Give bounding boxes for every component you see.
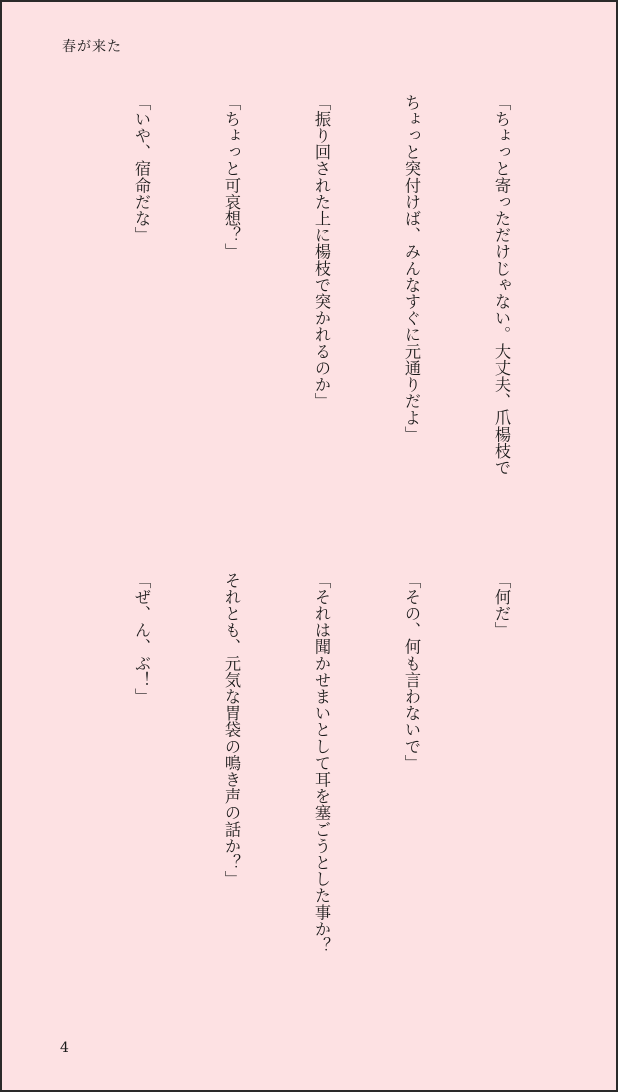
text-line: ちょっと突付けば、みんなすぐに元通りだよ」 bbox=[402, 94, 421, 443]
lower-text-block bbox=[46, 572, 576, 1012]
text-line: 「振り回された上に楊枝で突かれるのか」 bbox=[312, 94, 331, 410]
text-line: 「何だ」 bbox=[492, 572, 511, 639]
text-line: 「ちょっと可哀想？」 bbox=[222, 94, 241, 260]
text-line: それとも、元気な胃袋の鳴き声の話か？」 bbox=[222, 572, 241, 888]
text-line: 「いや、宿命だな」 bbox=[132, 94, 151, 244]
paragraph-gap bbox=[36, 94, 66, 534]
text-line: 「それは聞かせまいとして耳を塞ごうとした事か？ bbox=[312, 572, 331, 954]
page-number: 4 bbox=[60, 1040, 69, 1056]
text-line: 「ぜ、ん、ぶ！」 bbox=[132, 572, 151, 705]
text-line: 「ちょっと寄っただけじゃない。大丈夫、爪楊枝で bbox=[492, 94, 511, 476]
text-line: 「その、何も言わないで」 bbox=[402, 572, 421, 772]
paragraph-gap bbox=[36, 572, 66, 1012]
upper-text-block bbox=[46, 94, 576, 534]
chapter-title: 春が来た bbox=[62, 39, 122, 55]
